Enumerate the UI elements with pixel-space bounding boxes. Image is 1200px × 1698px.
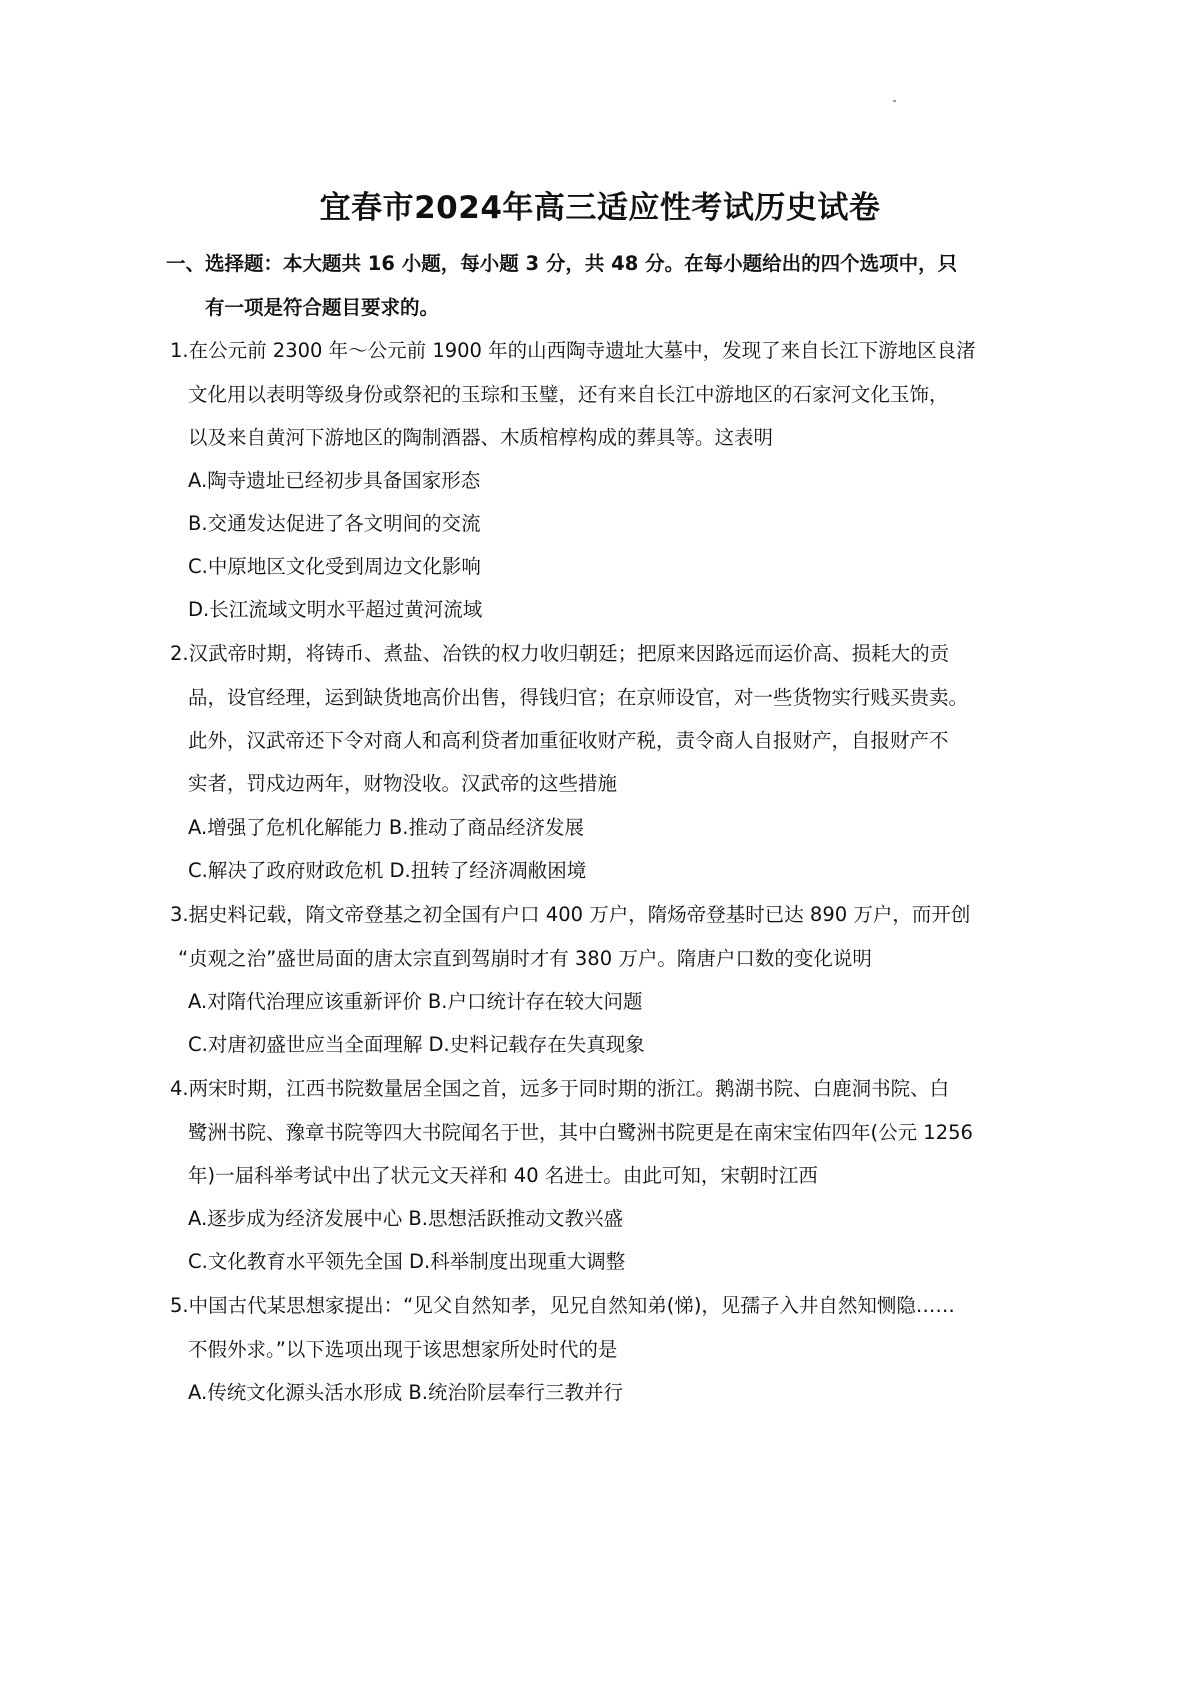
question-stem-line: 文化用以表明等级身份或祭祀的玉琮和玉璧，还有来自长江中游地区的石家河文化玉饰， xyxy=(188,383,949,406)
section-header-line-1: 一、选择题：本大题共 16 小题，每小题 3 分，共 48 分。在每小题给出的四个选项中，只 xyxy=(166,252,958,275)
question-stem-line: 年)一届科举考试中出了状元文天祥和 40 名进士。由此可知，宋朝时江西 xyxy=(188,1164,818,1187)
question-stem-line: 不假外求。”以下选项出现于该思想家所处时代的是 xyxy=(188,1338,618,1361)
question-stem-line: 以及来自黄河下游地区的陶制酒器、木质棺椁构成的葬具等。这表明 xyxy=(188,426,774,449)
question-stem-line: 品，设官经理，运到缺货地高价出售，得钱归官；在京师设官，对一些货物实行贱买贵卖。 xyxy=(188,686,969,709)
answer-option: D.长江流域文明水平超过黄河流域 xyxy=(188,598,483,621)
page-title: 宜春市2024年高三适应性考试历史试卷 xyxy=(319,190,881,226)
answer-option: C.对唐初盛世应当全面理解 D.史料记载存在失真现象 xyxy=(188,1033,645,1056)
answer-option: A.对隋代治理应该重新评价 B.户口统计存在较大问题 xyxy=(188,990,643,1013)
question-stem-line: 4.两宋时期，江西书院数量居全国之首，远多于同时期的浙江。鹅湖书院、白鹿洞书院、白 xyxy=(170,1077,950,1100)
answer-option: C.文化教育水平领先全国 D.科举制度出现重大调整 xyxy=(188,1250,626,1273)
answer-option: A.逐步成为经济发展中心 B.思想活跃推动文教兴盛 xyxy=(188,1207,623,1230)
answer-option: A.传统文化源头活水形成 B.统治阶层奉行三教并行 xyxy=(188,1381,623,1404)
answer-option: C.中原地区文化受到周边文化影响 xyxy=(188,555,481,578)
question-stem-line: 此外，汉武帝还下令对商人和高利贷者加重征收财产税，责令商人自报财产，自报财产不 xyxy=(188,729,949,752)
answer-option: A.增强了危机化解能力 B.推动了商品经济发展 xyxy=(188,816,584,839)
question-stem-line: 5.中国古代某思想家提出：“见父自然知孝，见兄自然知弟(悌)，见孺子入井自然知恻隐…… xyxy=(170,1294,955,1317)
section-header-line-2: 有一项是符合题目要求的。 xyxy=(205,296,440,319)
answer-option: A.陶寺遗址已经初步具备国家形态 xyxy=(188,469,481,492)
answer-option: C.解决了政府财政危机 D.扭转了经济凋敝困境 xyxy=(188,859,587,882)
question-stem-line: 实者，罚戍边两年，财物没收。汉武帝的这些措施 xyxy=(188,772,618,795)
question-stem-line: 2.汉武帝时期，将铸币、煮盐、冶铁的权力收归朝廷；把原来因路远而运价高、损耗大的贡 xyxy=(170,642,950,665)
question-stem-line: 鹭洲书院、豫章书院等四大书院闻名于世，其中白鹭洲书院更是在南宋宝佑四年(公元 1256 xyxy=(188,1121,973,1144)
question-stem-line: 3.据史料记载，隋文帝登基之初全国有户口 400 万户，隋炀帝登基时已达 890 万户，而开创 xyxy=(170,903,971,926)
answer-option: B.交通发达促进了各文明间的交流 xyxy=(188,512,481,535)
question-stem-line: 1.在公元前 2300 年～公元前 1900 年的山西陶寺遗址大墓中，发现了来自长江下游地区良渚 xyxy=(170,339,976,362)
scan-speck xyxy=(893,100,896,102)
question-stem-line: “贞观之治”盛世局面的唐太宗直到驾崩时才有 380 万户。隋唐户口数的变化说明 xyxy=(178,947,872,970)
